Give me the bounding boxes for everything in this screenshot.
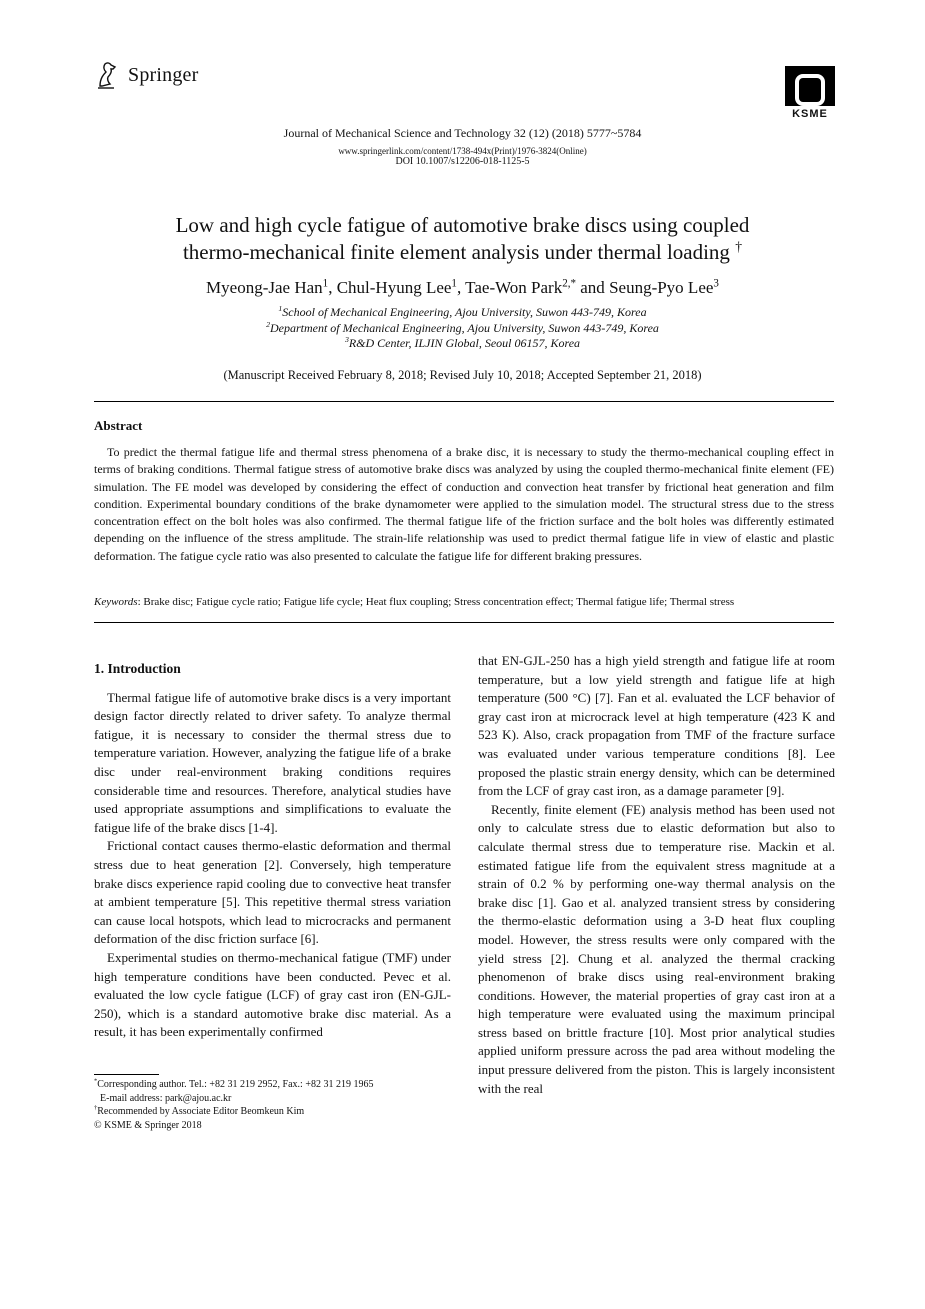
- abstract-text: To predict the thermal fatigue life and thermal stress phenomena of a brake disc, it is necessary to study the thermo-mechanical coupling effect in terms of braking conditions. Thermal fatigue stress of automotive brake discs was analyzed by using the coupled thermo-mechanical finite element (FE) simulation. The FE model was developed by considering the effect of conduction and convection heat transfer by frictional heat generation and film condition. Experimental boundary conditions of the brake dynamometer were applied to the simulation model. The structural stress due to the stress concentration effect on the bolt holes was also confirmed. The thermal fatigue life of the friction surface and the bolt holes was differently estimated depending on the influence of the stress amplitude. The strain-life relationship was used to predict thermal fatigue life in view of elastic and plastic deformation. The fatigue cycle ratio was also presented to calculate the fatigue life for different braking pressures.: [94, 445, 834, 563]
- author-list: [0, 278, 925, 298]
- paragraph: that EN-GJL-250 has a high yield strength and fatigue life at room temperature, but a low yield strength and fatigue life at high temperature (500 °C) [7]. Fan et al. evaluated the LCF behavior of gray cast iron at microcrack level at high temperature (423 K and 523 K). Also, crack propagation from TMF of the fracture surface was evaluated under various temperature conditions [8]. Lee proposed the plastic strain energy density, which can be determined from the LCF of gray cast iron, as a damage parameter [9].: [478, 653, 835, 799]
- affiliation-text: School of Mechanical Engineering, Ajou University, Suwon 443-749, Korea: [282, 305, 647, 319]
- journal-web-address: www.springerlink.com/content/1738-494x(Print)/1976-3824(Online): [338, 146, 587, 156]
- affiliation-mark: 3: [344, 335, 349, 344]
- paragraph: Thermal fatigue life of automotive brake discs is a very important design factor directly related to driver safety. To analyze thermal fatigue, it is necessary to consider the thermal stress due to temperature variation. However, analyzing the fatigue life of a brake disc under real-environment braking conditions requires considerable time and resources. Therefore, analytical studies have used appropriate assumptions and simplifications to evaluate the fatigue life of the brake discs [1-4].: [94, 689, 451, 835]
- section-heading: 1. Introduction: [94, 661, 181, 676]
- right-column: [478, 652, 835, 1098]
- author-affil-mark: 2,*: [562, 277, 577, 290]
- affiliation: [0, 336, 925, 352]
- article-title: [0, 212, 925, 266]
- paragraph: Recently, finite element (FE) analysis method has been used not only to calculate stress due to elastic deformation but also to calculate thermal stress due to temperature rise. Mackin et al. estimated fatigue life from the equivalent stress magnitude at a strain of 0.2 % by performing one-way thermal analysis on the brake disc [1]. Gao et al. analyzed transient stress by considering the thermo-elastic deformation using a 3-D heat flux coupling model. However, the stress results were only compared with the yield stress [2]. Chung et al. analyzed the thermal cracking phenomenon of brake discs using real-environment braking conditions. However, the material properties of gray cast iron at a high temperature were evaluated using the maximum principal stress based on brittle fracture [10]. Most prior analytical studies applied uniform pressure across the pad area without modeling the input pressure delivered from the piston. This is largely inconsistent with the real: [478, 801, 835, 1096]
- ksme-emblem-icon: [785, 66, 835, 106]
- keywords-label: Keywords: [94, 596, 138, 608]
- author-separator: ,: [328, 278, 337, 297]
- doi: DOI 10.1007/s12206-018-1125-5: [395, 156, 530, 167]
- footnote-divider: [94, 1074, 159, 1075]
- footnotes: [94, 1078, 454, 1132]
- author-affil-mark: 1: [451, 277, 457, 290]
- footnote-mark: *: [94, 1077, 98, 1085]
- affiliation-text: Department of Mechanical Engineering, Ajou University, Suwon 443-749, Korea: [269, 320, 659, 335]
- recommended-note: [94, 1105, 454, 1119]
- author: Tae-Won Park: [465, 278, 563, 297]
- footnote-text: © KSME & Springer 2018: [94, 1119, 202, 1131]
- copyright-note: [94, 1119, 454, 1133]
- affiliation: [0, 321, 925, 337]
- paragraph: Experimental studies on thermo-mechanical fatigue (TMF) under high temperature conditions have been conducted. Pevec et al. evaluated the low cycle fatigue (LCF) of gray cast iron (EN-GJL-250), which is a standard automotive brake disc material. As a result, it has been experimentally confirmed: [94, 949, 451, 1040]
- email-note: [94, 1092, 454, 1106]
- ksme-label: KSME: [792, 108, 828, 120]
- left-column: [94, 652, 451, 1042]
- footnote-mark: †: [94, 1104, 98, 1112]
- affiliation-mark: 1: [278, 304, 283, 313]
- paragraph: Frictional contact causes thermo-elastic deformation and thermal stress due to heat generation [2]. Conversely, high temperature brake discs experience rapid cooling due to convective heat transfer at ambient temperature [5]. This repetitive thermal stress variation can cause local hotspots, which lead to microcracks and permanent deformation of the disc friction surface [6].: [94, 838, 451, 947]
- footnote-text: Recommended by Associate Editor Beomkeun Kim: [97, 1106, 305, 1117]
- author: Myeong-Jae Han: [206, 278, 323, 297]
- author-separator: and: [576, 278, 610, 297]
- ksme-logo: [784, 66, 836, 120]
- keywords-list: : Brake disc; Fatigue cycle ratio; Fatigue life cycle; Heat flux coupling; Stress concentration effect; Thermal fatigue life; Thermal stress: [137, 596, 735, 608]
- springer-horse-icon: [94, 60, 120, 90]
- keywords: [94, 596, 834, 608]
- corresponding-author-note: [94, 1078, 454, 1092]
- affiliation-text: R&D Center, ILJIN Global, Seoul 06157, Korea: [348, 336, 581, 350]
- publisher-logo: [94, 60, 198, 90]
- affiliation: [0, 305, 925, 321]
- author: Chul-Hyung Lee: [336, 278, 452, 297]
- footnote-text: E-mail address: park@ajou.ac.kr: [100, 1092, 232, 1104]
- divider: [94, 622, 834, 623]
- divider: [94, 401, 834, 402]
- footnote-text: Corresponding author. Tel.: +82 31 219 2952, Fax.: +82 31 219 1965: [97, 1079, 374, 1090]
- title-line-1: Low and high cycle fatigue of automotive brake discs using coupled: [175, 213, 750, 237]
- author: Seung-Pyo Lee: [609, 278, 714, 297]
- affiliations: [0, 305, 925, 352]
- title-line-2: thermo-mechanical finite element analysis under thermal loading: [182, 240, 730, 264]
- publisher-name: Springer: [128, 63, 199, 86]
- manuscript-dates: (Manuscript Received February 8, 2018; Revised July 10, 2018; Accepted September 21, 2018): [223, 368, 702, 382]
- author-affil-mark: 3: [713, 277, 719, 290]
- affiliation-mark: 2: [266, 319, 270, 329]
- abstract-heading: Abstract: [94, 418, 143, 433]
- title-footnote-mark: †: [735, 239, 743, 254]
- journal-citation: Journal of Mechanical Science and Technology 32 (12) (2018) 5777~5784: [283, 126, 642, 140]
- author-affil-mark: 1: [322, 277, 329, 290]
- author-separator: ,: [456, 278, 466, 297]
